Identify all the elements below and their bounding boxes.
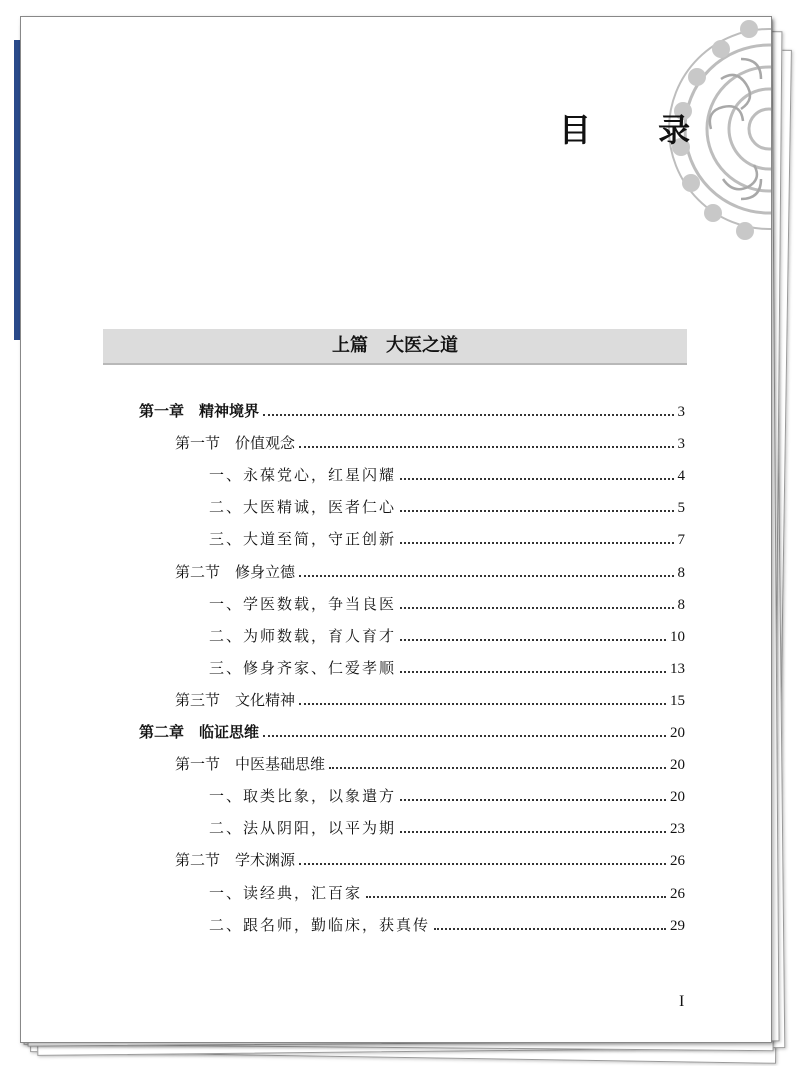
dot-leader [434,928,666,930]
toc-entry-page: 5 [677,500,685,517]
toc-entry-page: 26 [670,853,685,870]
toc-entry-item[interactable] [209,877,685,903]
toc-entry-page: 13 [670,660,685,677]
part-heading-bar [103,329,687,365]
toc-entry-label: 二、法从阴阳，以平为期 [209,819,397,838]
dot-leader [299,446,673,448]
toc-entry-page: 26 [670,885,685,902]
toc-entry-label: 三、大道至简，守正创新 [209,530,397,549]
dot-leader [366,896,666,898]
toc-entry-label: 第二章 临证思维 [139,723,260,741]
part-heading: 上篇 大医之道 [332,335,458,356]
toc-entry-section[interactable] [175,748,685,774]
page-number: I [679,993,685,1010]
toc-entry-page: 20 [670,789,685,806]
toc-entry-page: 3 [677,404,685,420]
toc-entry-item[interactable] [209,588,685,614]
toc-entry-page: 8 [677,564,685,581]
toc-entry-label: 第二节 学术渊源 [175,851,296,870]
dot-leader [400,799,666,801]
toc-entry-item[interactable] [209,459,685,485]
toc-entry-label: 二、大医精诚，医者仁心 [209,498,397,517]
toc-entry-page: 3 [677,436,685,453]
dot-leader [400,607,673,609]
toc-entry-item[interactable] [209,523,685,549]
dot-leader [299,575,673,577]
toc-entry-label: 三、修身齐家、仁爱孝顺 [209,658,397,677]
page-title: 目 录 [559,111,719,149]
toc-entry-page: 29 [670,917,685,934]
toc-entry-label: 第二节 修身立德 [175,562,296,581]
toc-entry-label: 第三节 文化精神 [175,690,296,709]
toc-entry-item[interactable] [209,620,685,646]
toc-entry-label: 一、取类比象，以象遣方 [209,787,397,806]
toc-page [20,16,772,1043]
dot-leader [400,831,666,833]
dot-leader [400,542,673,544]
dot-leader [400,510,673,512]
toc-entry-item[interactable] [209,812,685,838]
dot-leader [263,735,666,737]
toc-entry-label: 第一章 精神境界 [139,402,260,420]
dot-leader [263,414,673,416]
toc-entry-page: 23 [670,821,685,838]
toc-entry-chapter[interactable] [139,395,685,421]
toc-entry-section[interactable] [175,556,685,582]
toc-entry-item[interactable] [209,909,685,935]
dot-leader [299,703,666,705]
toc-entry-section[interactable] [175,427,685,453]
toc-entry-chapter[interactable] [139,716,685,742]
toc-entry-page: 20 [670,757,685,774]
toc-entry-label: 一、读经典，汇百家 [209,883,363,902]
toc-entry-item[interactable] [209,780,685,806]
toc-entry-label: 第一节 价值观念 [175,434,296,453]
dot-leader [400,671,666,673]
toc-entry-label: 二、跟名师，勤临床，获真传 [209,915,431,934]
dot-leader [299,863,666,865]
toc-entry-label: 一、学医数载，争当良医 [209,594,397,613]
toc-entry-page: 20 [670,725,685,741]
toc-entry-page: 10 [670,628,685,645]
toc-entry-page: 4 [677,468,685,485]
toc-entry-item[interactable] [209,652,685,678]
dot-leader [329,767,666,769]
toc-entry-page: 8 [677,596,685,613]
toc-entry-label: 第一节 中医基础思维 [175,755,326,774]
toc-entry-item[interactable] [209,491,685,517]
dot-leader [400,639,666,641]
toc-entry-label: 一、永葆党心，红星闪耀 [209,466,397,485]
toc-entry-section[interactable] [175,684,685,710]
toc-entry-page: 15 [670,692,685,709]
dot-leader [400,478,673,480]
toc-entry-label: 二、为师数载，育人育才 [209,626,397,645]
toc-entry-section[interactable] [175,844,685,870]
toc-entry-page: 7 [677,532,685,549]
